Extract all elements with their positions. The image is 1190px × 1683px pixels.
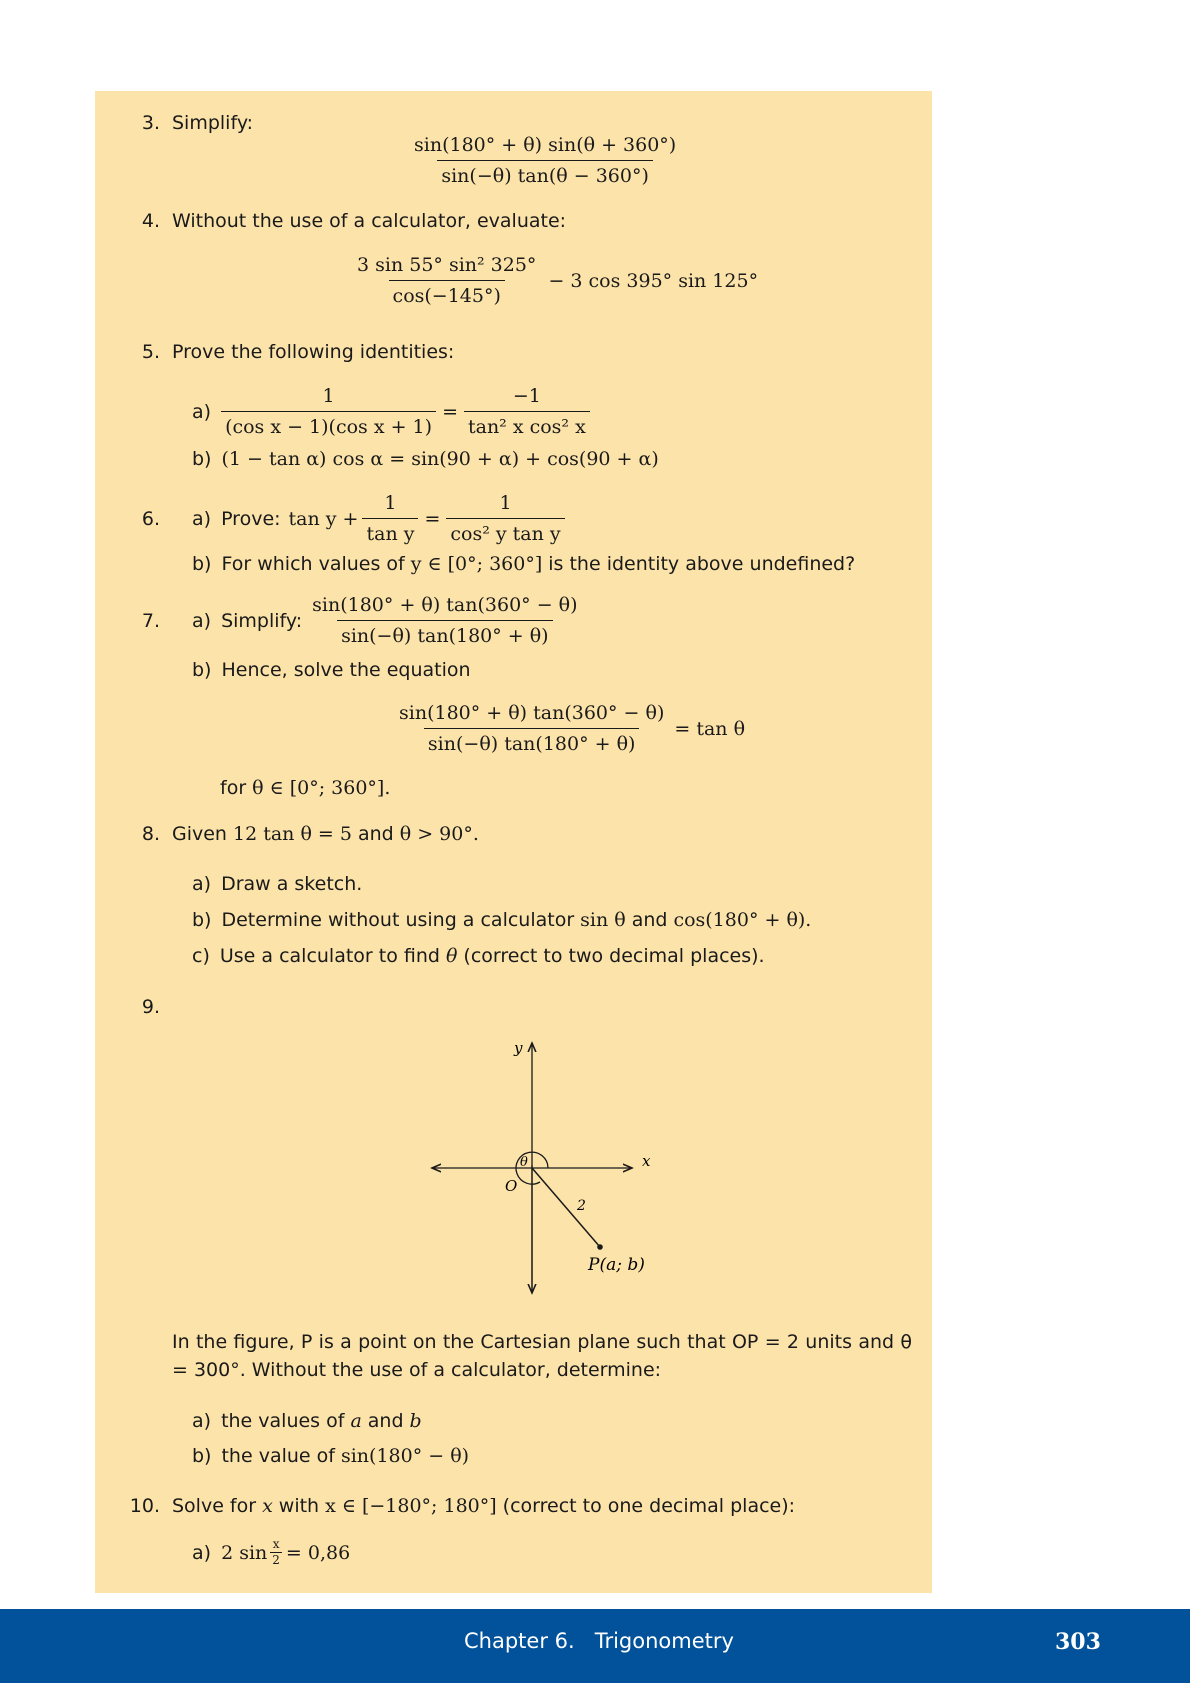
q4-denominator: cos(−145°) — [389, 280, 505, 309]
length-label: 2 — [577, 1198, 586, 1214]
q6a-frac1-den: tan y — [362, 518, 418, 547]
q5b — [192, 447, 659, 471]
q8c-math: θ — [445, 945, 458, 967]
q3-expression — [410, 132, 680, 189]
q3-number: 3. — [141, 112, 160, 134]
q6a-label: a) — [192, 507, 212, 530]
q10a — [192, 1538, 350, 1567]
page-number: 303 — [1055, 1629, 1101, 1655]
q9b-label: b) — [192, 1445, 212, 1467]
q10-m2: x ∈ [−180°; 180°] — [325, 1495, 497, 1517]
q7-number: 7. — [141, 610, 160, 632]
q6b-text-pre: For which values of — [221, 553, 405, 575]
q3-numerator: sin(180° + θ) sin(θ + 360°) — [414, 134, 677, 156]
q7b-domain — [220, 776, 390, 800]
q6b — [192, 552, 855, 576]
q6a-pre: tan y + — [288, 507, 359, 530]
q8a-label: a) — [192, 873, 212, 895]
q5-number: 5. — [141, 341, 160, 363]
q7a-num: sin(180° + θ) tan(360° − θ) — [312, 594, 578, 616]
q8c — [192, 944, 765, 968]
q8-number: 8. — [141, 823, 160, 845]
q10a-pre: 2 sin — [221, 1541, 268, 1564]
q8-text-pre: Given — [172, 823, 227, 845]
q6b-math: y ∈ [0°; 360°] — [410, 553, 543, 575]
q7b-for: for — [220, 777, 247, 799]
q9-paragraph: In the figure, P is a point on the Cartesian plane such that OP = 2 units and θ = 300°. Without the use of a calculator, determine: — [172, 1331, 912, 1381]
q7a-text: Simplify: — [221, 609, 303, 632]
q5b-expression: (1 − tan α) cos α = sin(90 + α) + cos(90 + α) — [221, 448, 659, 470]
q3-fraction — [410, 132, 680, 189]
q4-text: Without the use of a calculator, evaluate: — [172, 210, 567, 232]
q5a-lhs-den: (cos x − 1)(cos x + 1) — [221, 411, 436, 440]
q9-number: 9. — [141, 996, 160, 1018]
q4-number: 4. — [141, 210, 160, 232]
q4-rest: − 3 cos 395° sin 125° — [548, 269, 759, 292]
q5a-rhs-num: −1 — [512, 385, 541, 407]
q7b-rhs: = tan θ — [674, 717, 746, 740]
q9a-m2: b — [409, 1410, 422, 1432]
point-label: P(a; b) — [588, 1255, 645, 1275]
q10a-num: x — [272, 1537, 280, 1551]
q7b-num: sin(180° + θ) tan(360° − θ) — [399, 702, 665, 724]
q9b-text-pre: the value of — [221, 1445, 335, 1467]
q7a-fraction — [308, 592, 581, 649]
angle-label: θ — [520, 1155, 528, 1170]
q4-expression — [353, 252, 758, 309]
q8a-text: Draw a sketch. — [221, 873, 363, 895]
q8-text — [172, 822, 479, 846]
op-segment — [532, 1168, 600, 1247]
q4-numerator: 3 sin 55° sin² 325° — [357, 254, 537, 276]
q8b-m1: sin θ — [580, 909, 626, 931]
q6a-text: Prove: — [221, 507, 281, 530]
q9a-text-pre: the values of — [221, 1410, 345, 1432]
q7b-den: sin(−θ) tan(180° + θ) — [424, 728, 640, 757]
q10-text — [172, 1494, 795, 1518]
q6a-frac2-den: cos² y tan y — [446, 518, 564, 547]
q7b — [192, 658, 471, 682]
q9b — [192, 1444, 469, 1468]
point-p — [597, 1244, 603, 1250]
q3-text: Simplify: — [172, 112, 254, 134]
q5a-rhs-den: tan² x cos² x — [464, 411, 590, 440]
x-label: x — [642, 1152, 651, 1170]
y-label: y — [514, 1039, 523, 1057]
q10a-den: 2 — [272, 1553, 280, 1567]
q9-figure — [420, 1035, 670, 1300]
q9b-math: sin(180° − θ) — [340, 1445, 470, 1467]
q5a-rhs — [464, 383, 590, 440]
q9a — [192, 1409, 422, 1433]
q7b-for-math: θ ∈ [0°; 360°]. — [252, 777, 391, 799]
q8b-and: and — [631, 909, 668, 931]
q8-math1: 12 tan θ = 5 — [232, 823, 352, 845]
q5a-equals: = — [442, 400, 458, 423]
q7a-den: sin(−θ) tan(180° + θ) — [337, 620, 553, 649]
q8c-label: c) — [192, 945, 210, 967]
q7b-equation — [395, 700, 745, 757]
q6a-frac2 — [446, 490, 564, 547]
q6-number: 6. — [141, 508, 160, 530]
q7a — [192, 592, 582, 649]
q5a-label: a) — [192, 400, 212, 423]
q6a-frac2-num: 1 — [499, 492, 512, 514]
q9a-label: a) — [192, 1410, 212, 1432]
q4-fraction — [353, 252, 540, 309]
q5b-label: b) — [192, 448, 212, 470]
q6a-frac1 — [362, 490, 418, 547]
q6a-equals: = — [424, 507, 441, 530]
q9a-and: and — [367, 1410, 404, 1432]
q8c-text-post: (correct to two decimal places). — [463, 945, 765, 967]
q5a-lhs — [221, 383, 436, 440]
q8-text-mid: and — [357, 823, 394, 845]
q8b-m2: cos(180° + θ). — [673, 909, 812, 931]
q10a-fraction — [270, 1538, 282, 1567]
q8b — [192, 908, 811, 932]
q6a — [192, 490, 565, 547]
origin-label: O — [505, 1177, 518, 1195]
q10-text-post: (correct to one decimal place): — [502, 1495, 796, 1517]
q7b-fraction — [395, 700, 668, 757]
q8b-label: b) — [192, 909, 212, 931]
q5-text: Prove the following identities: — [172, 341, 455, 363]
q6b-text-post: is the identity above undefined? — [548, 553, 856, 575]
q3-denominator: sin(−θ) tan(θ − 360°) — [437, 160, 653, 189]
q5a-lhs-num: 1 — [322, 385, 335, 407]
q9a-m1: a — [350, 1410, 362, 1432]
q10-m1: x — [262, 1495, 273, 1517]
q10-text-pre: Solve for — [172, 1495, 257, 1517]
q6a-frac1-num: 1 — [384, 492, 397, 514]
q5a — [192, 383, 590, 440]
q8c-text-pre: Use a calculator to find — [219, 945, 440, 967]
q7b-text: Hence, solve the equation — [221, 659, 471, 681]
q7a-label: a) — [192, 609, 212, 632]
q6b-label: b) — [192, 553, 212, 575]
q10a-label: a) — [192, 1541, 212, 1564]
q10-number: 10. — [129, 1495, 160, 1517]
q10-text-mid: with — [278, 1495, 320, 1517]
page-footer — [0, 1609, 1190, 1683]
q7b-label: b) — [192, 659, 212, 681]
q8b-text: Determine without using a calculator — [221, 909, 575, 931]
chapter-title: Chapter 6. Trigonometry — [464, 1629, 734, 1653]
q10a-post: = 0,86 — [285, 1541, 351, 1564]
q8-math2: θ > 90°. — [399, 823, 479, 845]
q8a — [192, 872, 362, 896]
